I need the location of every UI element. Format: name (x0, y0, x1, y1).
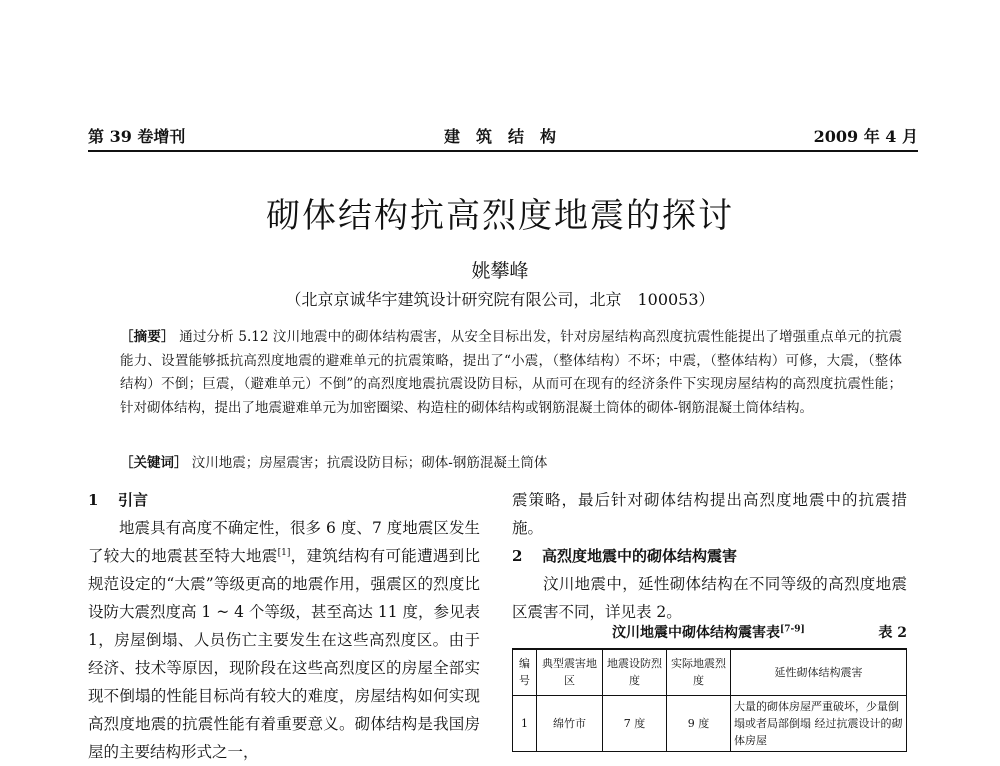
cell-region: 绵竹市 (537, 695, 603, 751)
header-design-intensity: 地震设防烈度 (603, 649, 667, 695)
header-damage: 延性砌体结构震害 (731, 649, 907, 695)
damage-table (512, 648, 907, 752)
table-caption-title: 汶川地震中砌体结构震害表 (612, 625, 780, 641)
section-2-paragraph: 汶川地震中，延性砌体结构在不同等级的高烈度地震区震害不同，详见表 2。 (512, 575, 907, 621)
section-2-title: 高烈度地震中的砌体结构震害 (542, 547, 738, 565)
keywords-text: 汶川地震；房屋震害；抗震设防目标；砌体-钢筋混凝土筒体 (191, 455, 548, 471)
cell-damage: 大量的砌体房屋严重破坏，少量倒塌或者局部倒塌 经过抗震设计的砌体房屋 (731, 695, 907, 751)
table-header-row (513, 649, 907, 695)
cell-no: 1 (513, 695, 537, 751)
author: 姚攀峰 (471, 260, 529, 282)
header-date: 2009 年 4 月 (813, 127, 918, 146)
abstract-text: 通过分析 5.12 汶川地震中的砌体结构震害，从安全目标出发，针对房屋结构高烈度抗震性能提出了增强重点单元的抗震能力、设置能够抵抗高烈度地震的避难单元的抗震策略，提出了“小震，（整体结构）不坏；中震，（整体结构）可修，大震，（整体结构）不倒；巨震，（避难单元）不倒”的高烈度地震抗震设防目标，从而可在现有的经济条件下实现房屋结构的高烈度抗震性能；针对砌体结构，提出了地震避难单元为加密圈梁、构造柱的砌体结构或钢筋混凝土筒体的砌体-钢筋混凝土筒体结构。 (120, 329, 903, 416)
section-1-paragraph (88, 514, 480, 766)
header-rule (88, 150, 918, 152)
header-volume: 第 39 卷增刊 (88, 127, 186, 146)
left-column (88, 486, 480, 766)
table-caption (512, 622, 907, 644)
section-1-number: 1 (88, 491, 99, 509)
citation-ref: [1] (277, 547, 291, 558)
table-caption-ref: [7-9] (780, 624, 805, 635)
header-actual-intensity: 实际地震烈度 (667, 649, 731, 695)
section-2-number: 2 (512, 547, 523, 565)
table-row (513, 695, 907, 751)
affiliation: （北京京诚华宇建筑设计研究院有限公司，北京 100053） (285, 290, 715, 309)
section-1-title: 引言 (118, 491, 149, 509)
table-caption-text (612, 622, 805, 642)
abstract (120, 326, 902, 420)
section-2-heading (512, 542, 907, 570)
header-journal: 建 筑 结 构 (443, 127, 556, 146)
paper-title: 砌体结构抗高烈度地震的探讨 (266, 196, 734, 236)
section-1-text-a: 地震具有高度不确定性，很多 6 度、7 度地震区发生了较大的地震甚至特大地震 (88, 519, 480, 565)
section-1-text-b: ，建筑结构有可能遭遇到比规范设定的“大震”等级更高的地震作用，强震区的烈度比设防大震烈度高 1 ~ 4 个等级，甚至高达 11 度，参见表 1，房屋倒塌、人员伤亡主要发生在这些高烈度区。由于经济、技术等原因，现阶段在这些高烈度区的房屋全部实现不倒塌的性能目标尚有较大的难度，房屋结构如何实现高烈度地震的抗震性能有着重要意义。砌体结构是我国房屋的主要结构形式之一， (88, 547, 480, 761)
table-label: 表 2 (878, 625, 907, 641)
abstract-label: ［摘要］ (120, 329, 175, 345)
section-1-heading (88, 486, 480, 514)
cell-actual-intensity: 9 度 (667, 695, 731, 751)
header-no: 编号 (513, 649, 537, 695)
keywords-label: ［关键词］ (120, 455, 188, 471)
header-region: 典型震害地区 (537, 649, 603, 695)
keywords (120, 452, 902, 474)
cell-design-intensity: 7 度 (603, 695, 667, 751)
continued-paragraph: 震策略，最后针对砌体结构提出高烈度地震中的抗震措施。 (512, 491, 907, 537)
right-column (512, 486, 907, 626)
